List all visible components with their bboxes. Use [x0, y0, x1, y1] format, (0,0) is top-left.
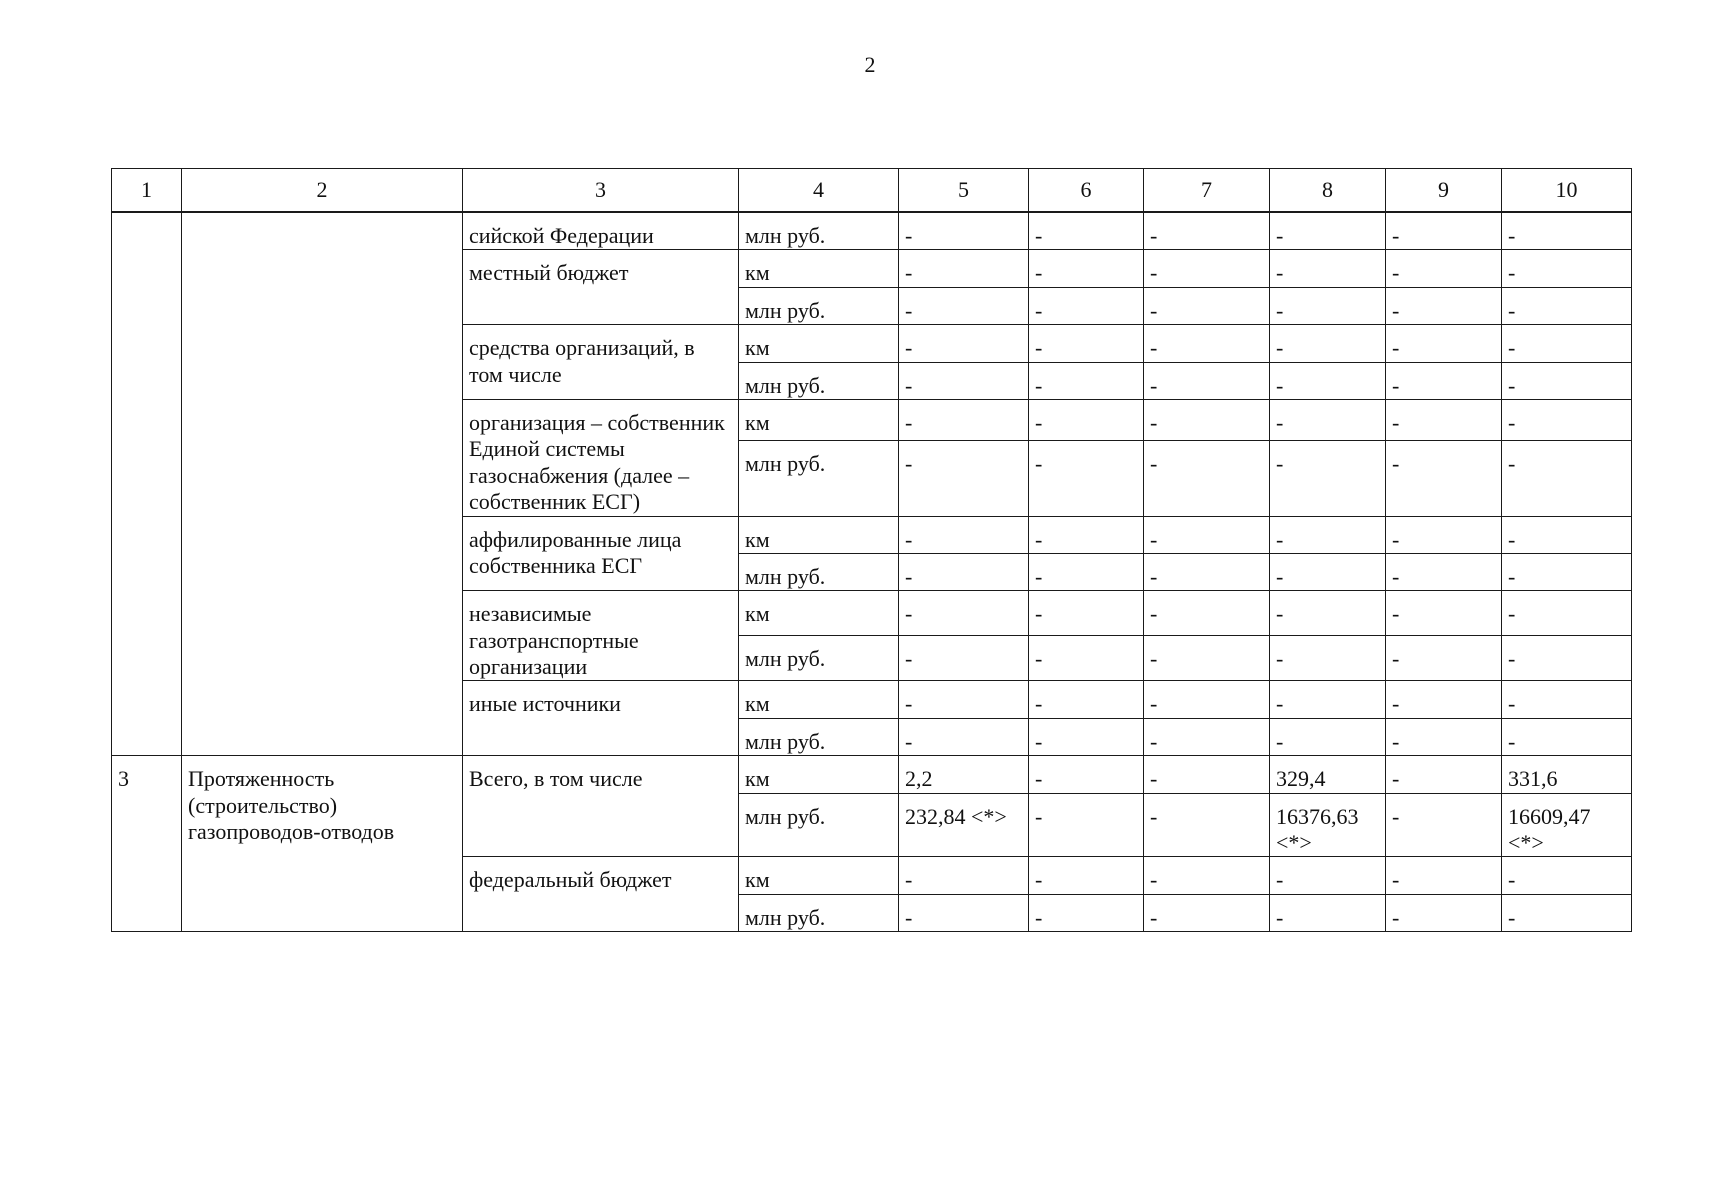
page-number: 2: [864, 52, 876, 77]
value-cell: -: [1502, 362, 1632, 399]
unit-cell: млн руб.: [739, 362, 899, 399]
value-cell: -: [1270, 287, 1386, 324]
funding-source-cell: средства организаций, в том числе: [463, 325, 739, 400]
value-cell: -: [1502, 516, 1632, 553]
unit-cell: км: [739, 756, 899, 793]
header-cell: 6: [1029, 169, 1144, 213]
value-cell: -: [899, 894, 1029, 931]
value-cell: -: [1502, 857, 1632, 894]
value-cell: -: [899, 287, 1029, 324]
value-cell: -: [1029, 793, 1144, 857]
value-cell: -: [1386, 250, 1502, 287]
value-cell: -: [1144, 362, 1270, 399]
value-cell: -: [899, 250, 1029, 287]
value-cell: -: [1386, 362, 1502, 399]
value-cell: -: [1144, 718, 1270, 755]
value-cell: -: [1029, 756, 1144, 793]
budget-table: [111, 168, 1632, 932]
header-cell: 4: [739, 169, 899, 213]
value-cell: -: [1144, 325, 1270, 362]
value-cell: -: [1270, 636, 1386, 681]
value-cell: -: [1386, 399, 1502, 440]
value-cell: -: [1386, 325, 1502, 362]
value-cell: -: [1270, 399, 1386, 440]
value-cell: -: [1029, 718, 1144, 755]
row-number-cell: [112, 212, 182, 756]
value-cell: -: [1270, 212, 1386, 250]
value-cell: -: [1386, 718, 1502, 755]
value-cell: -: [1029, 250, 1144, 287]
value-cell: -: [1144, 857, 1270, 894]
header-cell: 1: [112, 169, 182, 213]
funding-source-cell: иные источники: [463, 681, 739, 756]
unit-cell: млн руб.: [739, 553, 899, 590]
unit-cell: млн руб.: [739, 718, 899, 755]
funding-source-cell: аффилированные лица собственника ЕСГ: [463, 516, 739, 591]
value-cell: -: [1386, 681, 1502, 718]
value-cell: -: [1502, 553, 1632, 590]
value-cell: -: [1144, 636, 1270, 681]
header-cell: 8: [1270, 169, 1386, 213]
value-cell: -: [1144, 287, 1270, 324]
unit-cell: км: [739, 591, 899, 636]
value-cell: -: [1029, 362, 1144, 399]
value-cell: -: [1029, 636, 1144, 681]
unit-cell: км: [739, 681, 899, 718]
header-cell: 9: [1386, 169, 1502, 213]
value-cell: -: [1029, 399, 1144, 440]
value-cell: -: [899, 212, 1029, 250]
value-cell: -: [1029, 894, 1144, 931]
funding-source-cell: федеральный бюджет: [463, 857, 739, 932]
value-cell: -: [1270, 718, 1386, 755]
value-cell: 331,6: [1502, 756, 1632, 793]
indicator-name-cell: [182, 212, 463, 756]
unit-cell: млн руб.: [739, 287, 899, 324]
funding-source-cell: Всего, в том числе: [463, 756, 739, 857]
header-cell: 3: [463, 169, 739, 213]
header-row: [112, 169, 1632, 213]
value-cell: -: [1386, 894, 1502, 931]
value-cell: -: [1502, 250, 1632, 287]
header-cell: 5: [899, 169, 1029, 213]
unit-cell: млн руб.: [739, 440, 899, 516]
value-cell: -: [1144, 793, 1270, 857]
value-cell: -: [1386, 553, 1502, 590]
value-cell: -: [1144, 756, 1270, 793]
value-cell: -: [1029, 857, 1144, 894]
value-cell: -: [1502, 287, 1632, 324]
unit-cell: км: [739, 399, 899, 440]
value-cell: -: [899, 681, 1029, 718]
table-row: [112, 756, 1632, 793]
value-cell: -: [1144, 399, 1270, 440]
value-cell: -: [899, 516, 1029, 553]
indicator-name-cell: Протяженность (строительство) газопроводов-отводов: [182, 756, 463, 932]
value-cell: -: [1502, 399, 1632, 440]
value-cell: -: [1502, 212, 1632, 250]
unit-cell: млн руб.: [739, 793, 899, 857]
value-cell: -: [899, 325, 1029, 362]
table-row: [112, 212, 1632, 250]
value-cell: -: [899, 636, 1029, 681]
value-cell: -: [1386, 212, 1502, 250]
value-cell: 16609,47 <*>: [1502, 793, 1632, 857]
unit-cell: млн руб.: [739, 894, 899, 931]
unit-cell: км: [739, 516, 899, 553]
value-cell: -: [1144, 440, 1270, 516]
value-cell: -: [899, 399, 1029, 440]
funding-source-cell: местный бюджет: [463, 250, 739, 325]
value-cell: -: [1270, 553, 1386, 590]
header-cell: 7: [1144, 169, 1270, 213]
value-cell: -: [1270, 681, 1386, 718]
value-cell: -: [899, 591, 1029, 636]
value-cell: -: [1144, 553, 1270, 590]
value-cell: -: [1144, 591, 1270, 636]
value-cell: -: [1502, 681, 1632, 718]
unit-cell: млн руб.: [739, 636, 899, 681]
value-cell: 16376,63 <*>: [1270, 793, 1386, 857]
value-cell: -: [1502, 591, 1632, 636]
header-cell: 10: [1502, 169, 1632, 213]
value-cell: -: [1502, 718, 1632, 755]
unit-cell: млн руб.: [739, 212, 899, 250]
value-cell: -: [1144, 894, 1270, 931]
unit-cell: км: [739, 325, 899, 362]
value-cell: -: [1144, 212, 1270, 250]
value-cell: -: [1270, 325, 1386, 362]
value-cell: -: [1029, 553, 1144, 590]
value-cell: -: [1502, 894, 1632, 931]
funding-source-cell: организация – собственник Единой системы газоснабжения (далее – собственник ЕСГ): [463, 399, 739, 516]
value-cell: -: [1386, 516, 1502, 553]
value-cell: -: [1386, 756, 1502, 793]
value-cell: -: [1270, 591, 1386, 636]
value-cell: -: [1502, 440, 1632, 516]
value-cell: -: [1386, 636, 1502, 681]
value-cell: -: [1386, 591, 1502, 636]
value-cell: -: [1386, 440, 1502, 516]
value-cell: -: [1144, 250, 1270, 287]
value-cell: -: [1029, 287, 1144, 324]
value-cell: -: [1270, 894, 1386, 931]
funding-source-cell: независимые газотранспортные организации: [463, 591, 739, 681]
row-number-cell: 3: [112, 756, 182, 932]
value-cell: -: [1386, 857, 1502, 894]
value-cell: -: [1029, 440, 1144, 516]
value-cell: 232,84 <*>: [899, 793, 1029, 857]
funding-source-cell: сийской Федерации: [463, 212, 739, 250]
value-cell: -: [899, 553, 1029, 590]
unit-cell: км: [739, 857, 899, 894]
value-cell: -: [1029, 681, 1144, 718]
value-cell: -: [1029, 325, 1144, 362]
value-cell: -: [1270, 516, 1386, 553]
value-cell: -: [1029, 212, 1144, 250]
value-cell: -: [1386, 287, 1502, 324]
value-cell: -: [899, 718, 1029, 755]
header-cell: 2: [182, 169, 463, 213]
value-cell: 329,4: [1270, 756, 1386, 793]
value-cell: -: [899, 440, 1029, 516]
value-cell: -: [1029, 591, 1144, 636]
value-cell: -: [1270, 440, 1386, 516]
value-cell: -: [1029, 516, 1144, 553]
value-cell: -: [899, 857, 1029, 894]
value-cell: 2,2: [899, 756, 1029, 793]
value-cell: -: [899, 362, 1029, 399]
value-cell: -: [1144, 516, 1270, 553]
value-cell: -: [1144, 681, 1270, 718]
unit-cell: км: [739, 250, 899, 287]
value-cell: -: [1386, 793, 1502, 857]
value-cell: -: [1270, 250, 1386, 287]
value-cell: -: [1502, 636, 1632, 681]
value-cell: -: [1270, 362, 1386, 399]
value-cell: -: [1502, 325, 1632, 362]
value-cell: -: [1270, 857, 1386, 894]
